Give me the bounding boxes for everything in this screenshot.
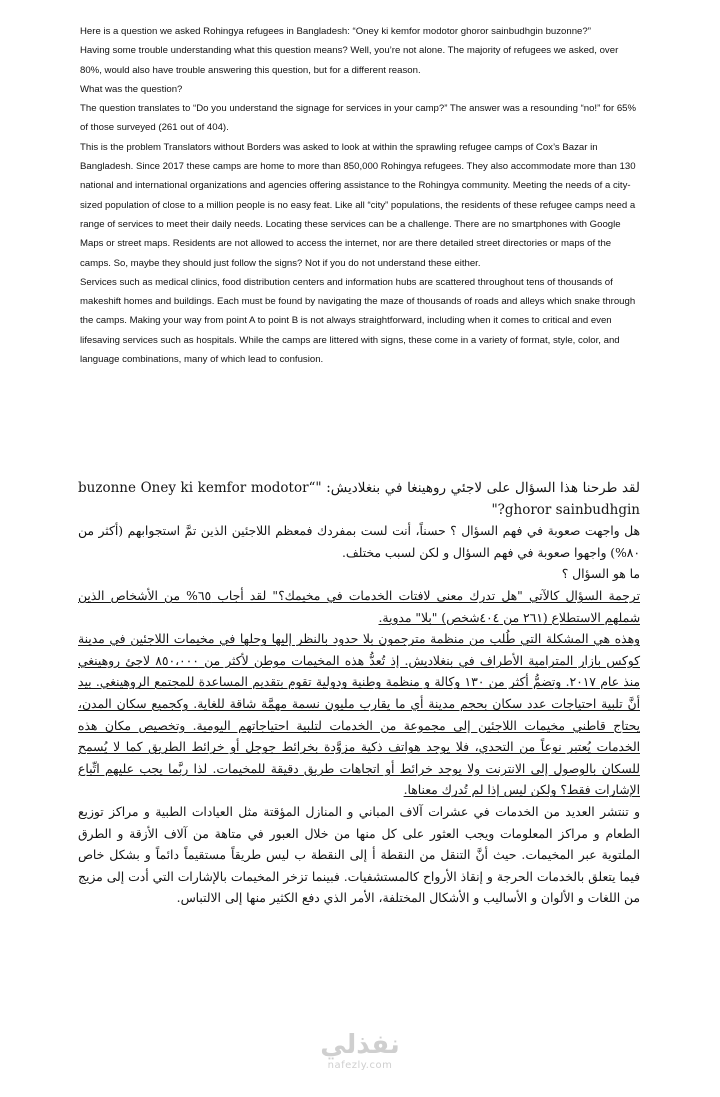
nafezly-watermark	[300, 1030, 420, 1072]
english-paragraph-trouble: Having some trouble understanding what this question means? Well, you’re not alone. The majority of refugees we asked, over 80%, would also have trouble answering this question, but for a different reason.	[80, 45, 619, 76]
english-paragraph-problem: This is the problem Translators without Borders was asked to look at within the sprawling refugee camps of Cox’s Bazar in Bangladesh. Since 2017 these camps are home to more than 850,000 Rohingya refugees. They also accommodate more than 130 national and international organizations and agencies offering assistance to the Rohingya community. Meeting the needs of a city-sized population of close to a million people is no easy feat. Like all “city” populations, the residents of these refugee camps need a range of services to meet their daily needs. Locating these services can be a challenge. There are no smartphones with Google Maps or street maps. Residents are not allowed to access the internet, nor are there detailed street directories or maps of the camps. So, maybe they should just follow the signs? Not if you do not understand these either.	[80, 141, 636, 269]
english-paragraph-what-was: What was the question?	[80, 83, 183, 95]
watermark-url: nafezly.com	[327, 1060, 393, 1071]
arabic-text-block	[78, 478, 640, 910]
english-paragraph-translation: The question translates to “Do you understand the signage for services in your camp?” The answer was a resounding “no!” for 65% of those surveyed (261 out of 404).	[80, 103, 637, 134]
english-paragraph-question: Here is a question we asked Rohingya refugees in Bangladesh: “Oney ki kemfor modotor ghoror sainbudhgin buzonne?”	[80, 26, 591, 37]
arabic-paragraph-question: لقد طرحنا هذا السؤال على لاجئي روهينغا في بنغلاديش: "“buzonne Oney ki kemfor modotor ghoror sainbudhgin?"	[78, 480, 640, 518]
arabic-paragraph-problem: وهذه هي المشكلة التي طُلب من منظمة مترجمون بلا حدود بالنظر إليها وحلها في مخيمات اللاجئين في مدينة كوكس بازار المترامية الأطراف في بنغلاديش. إذ تُعدُّ هذه المخيمات موطن لأكثر من ٨٥٠،٠٠٠ لاجئ روهينغي منذ عام ٢٠١٧. وتضمُّ أكثر من ١٣٠ وكالة و منظمة وطنية ودولية تقوم بتقديم المساعدة للمجتمع الروهينغي. بيد أنَّ تلبية احتياجات عدد سكان بحجم مدينة أي ما يقارب مليون نسمة مهمَّة شاقة للغاية. وكجميع سكان المدن، يحتاج قاطني مخيمات اللاجئين إلى مجموعة من الخدمات لتلبية احتياجاتهم اليومية. وتخصيص مكان هذه الخدمات يُعتبر نوعاً من التحدي، فلا يوجد هواتف ذكية مزوَّدة بخرائط جوجل أو خرائط الطريق كما لا يُسمح للسكان بالوصول إلى الانترنت ولا يوجد خرائط أو اتجاهات طريق دقيقة للمخيمات. لذا ربَّما يجب عليهم اتِّباع الإشارات فقط؟ ولكن ليس إذا لم تُدرك معناها.	[78, 632, 640, 798]
arabic-paragraph-trouble: هل واجهت صعوبة في فهم السؤال ؟ حسناً، أنت لست بمفردك فمعظم اللاجئين الذين تمَّ استجوابهم (أكثر من ٨٠%) واجهوا صعوبة في فهم السؤال و لكن لسبب مختلف.	[78, 524, 640, 560]
watermark-logo: نفذلي	[320, 1030, 400, 1060]
arabic-paragraph-services: و تنتشر العديد من الخدمات في عشرات آلاف المباني و المنازل المؤقتة مثل العيادات الطبية و مراكز توزيع الطعام و مراكز المعلومات ويجب العثور على كل منها من خلال العبور في متاهة من آلاف الأزقة و الطرق الملتوية عبر المخيمات. حيث أنَّ التنقل من النقطة أ إلى النقطة ب ليس طريقاً مستقيماً دائماً و بشكل خاص فيما يتعلق بالخدمات الحرجة و إنقاذ الأرواح كالمستشفيات. فبينما تزخر المخيمات بالإشارات التي أدت إلى مزيج من اللغات و الألوان و الأساليب و الأشكال المختلفة، الأمر الذي دفع الكثير منها إلى الالتباس.	[78, 804, 640, 906]
arabic-paragraph-what-was: ما هو السؤال ؟	[561, 567, 640, 582]
english-paragraph-services: Services such as medical clinics, food distribution centers and information hubs are scattered throughout tens of thousands of makeshift homes and buildings. Each must be found by navigating the maze of thousands of roads and alleys which snake through the camps. Making your way from point A to point B is not always straightforward, including when it comes to critical and even lifesaving services such as hospitals. While the camps are littered with signs, these come in a variety of format, style, color, and language combinations, many of which lead to confusion.	[80, 276, 636, 366]
arabic-paragraph-translation: ترجمة السؤال كالآتي "هل تدرك معنى لافتات الخدمات في مخيمك؟" لقد أجاب ٦٥% من الأشخاص الذين شملهم الاستطلاع (٢٦١ من ٤٠٤شخص) "بلا" مدوية.	[78, 588, 640, 625]
english-text-block	[80, 22, 640, 369]
